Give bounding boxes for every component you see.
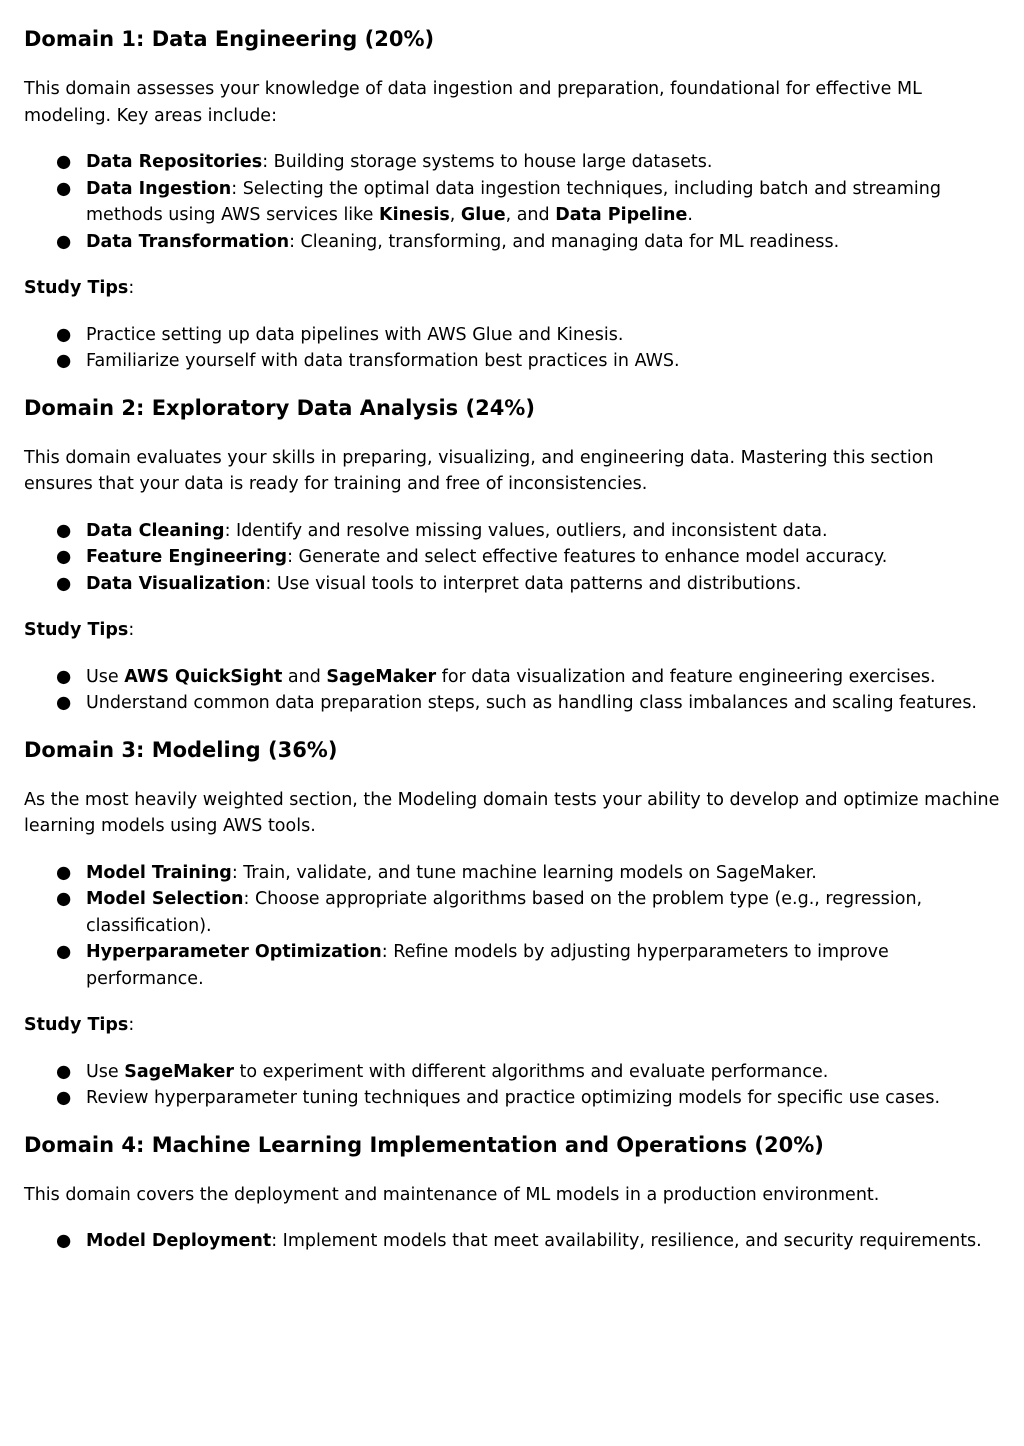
item-separator: , <box>449 205 461 225</box>
key-areas-list <box>24 860 1000 993</box>
section-domain-2 <box>24 395 1000 717</box>
tip-text: Use <box>86 1061 125 1082</box>
tip-service-sagemaker: SageMaker <box>326 666 437 687</box>
bullet-icon: ● <box>56 547 72 567</box>
tip-text: Review hyperparameter tuning techniques and practice optimizing models for specific use cases. <box>86 1088 941 1108</box>
bullet-icon: ● <box>56 231 72 252</box>
bullet-icon: ● <box>56 152 72 172</box>
list-item <box>56 939 1000 992</box>
list-item <box>56 664 1000 691</box>
tip-text: Familiarize yourself with data transformation best practices in AWS. <box>86 351 680 371</box>
section-heading: Domain 2: Exploratory Data Analysis (24%) <box>24 395 535 420</box>
tip-text: Understand common data preparation steps, such as handling class imbalances and scaling features. <box>86 693 977 713</box>
key-areas-list <box>24 149 1000 255</box>
bullet-icon: ● <box>56 178 72 199</box>
tip-text: for data visualization and feature engineering exercises. <box>436 666 936 687</box>
item-term: Data Transformation <box>86 231 290 252</box>
section-domain-3 <box>24 737 1000 1112</box>
section-heading: Domain 3: Modeling (36%) <box>24 737 338 762</box>
study-tips-label <box>24 1012 1000 1039</box>
item-term: Model Deployment <box>86 1231 272 1251</box>
study-tips-list <box>24 322 1000 375</box>
item-text: : Use visual tools to interpret data patterns and distributions. <box>265 573 802 594</box>
tip-text: to experiment with different algorithms and evaluate performance. <box>233 1061 829 1082</box>
tip-text: and <box>282 666 327 687</box>
list-item <box>56 229 1000 256</box>
list-item <box>56 518 1000 545</box>
list-item <box>56 544 1000 571</box>
key-areas-list <box>24 1228 1000 1255</box>
bullet-icon: ● <box>56 666 72 687</box>
item-text: : Generate and select effective features to enhance model accuracy. <box>287 547 888 567</box>
item-term: Data Visualization <box>86 573 266 594</box>
bullet-icon: ● <box>56 324 72 345</box>
tip-text: Practice setting up data pipelines with AWS Glue and Kinesis. <box>86 324 624 345</box>
bullet-icon: ● <box>56 520 72 541</box>
item-service-kinesis: Kinesis <box>379 205 450 225</box>
item-term: Data Ingestion <box>86 178 232 199</box>
bullet-icon: ● <box>56 573 72 594</box>
section-intro: This domain assesses your knowledge of data ingestion and preparation, foundational for effective ML modeling. Key areas include: <box>24 79 922 126</box>
bullet-icon: ● <box>56 693 72 713</box>
list-item <box>56 322 1000 349</box>
list-item <box>56 1059 1000 1086</box>
study-tips-label <box>24 617 1000 644</box>
list-item <box>56 1085 1000 1112</box>
section-heading: Domain 4: Machine Learning Implementation and Operations (20%) <box>24 1132 824 1157</box>
tip-service-sagemaker: SageMaker <box>124 1061 234 1082</box>
list-item <box>56 348 1000 375</box>
section-intro: This domain covers the deployment and maintenance of ML models in a production environment. <box>24 1184 880 1205</box>
item-service-glue: Glue <box>460 205 506 225</box>
item-text: : Implement models that meet availability, resilience, and security requirements. <box>271 1231 982 1251</box>
item-service-data-pipeline: Data Pipeline <box>555 205 688 225</box>
study-tips-title: Study Tips <box>24 1015 129 1035</box>
bullet-icon: ● <box>56 1088 72 1108</box>
tip-text: Use <box>86 666 125 687</box>
item-text: : Building storage systems to house large datasets. <box>262 152 713 172</box>
item-term: Data Cleaning <box>86 520 225 541</box>
item-text: : Refine models by adjusting hyperparameters to improve performance. <box>86 942 889 989</box>
item-term: Data Repositories <box>86 152 263 172</box>
study-tips-colon: : <box>128 620 135 640</box>
item-text: : Cleaning, transforming, and managing data for ML readiness. <box>289 231 840 252</box>
study-tips-title: Study Tips <box>24 278 129 298</box>
item-text: : Identify and resolve missing values, outliers, and inconsistent data. <box>224 520 828 541</box>
item-end: . <box>687 205 693 225</box>
list-item <box>56 176 1000 229</box>
list-item <box>56 571 1000 598</box>
item-text: : Train, validate, and tune machine learning models on SageMaker. <box>231 862 817 883</box>
item-separator: , and <box>505 205 556 225</box>
section-heading: Domain 1: Data Engineering (20%) <box>24 27 435 51</box>
bullet-icon: ● <box>56 1231 72 1251</box>
study-tips-label <box>24 275 1000 302</box>
tip-service-quicksight: AWS QuickSight <box>124 666 283 687</box>
study-tips-list <box>24 664 1000 717</box>
bullet-icon: ● <box>56 942 72 962</box>
study-tips-list <box>24 1059 1000 1112</box>
item-term: Model Training <box>86 862 232 883</box>
section-domain-4 <box>24 1132 1000 1255</box>
section-intro: As the most heavily weighted section, the Modeling domain tests your ability to develop and optimize machine learning models using AWS tools. <box>24 789 1000 836</box>
study-tips-colon: : <box>128 278 135 298</box>
item-text: : Choose appropriate algorithms based on the problem type (e.g., regression, classification). <box>86 889 923 936</box>
study-tips-colon: : <box>128 1015 135 1035</box>
list-item <box>56 690 1000 717</box>
section-intro: This domain evaluates your skills in preparing, visualizing, and engineering data. Mastering this section ensures that your data is ready for training and free of inconsistencies. <box>24 447 934 494</box>
bullet-icon: ● <box>56 351 72 371</box>
section-domain-1 <box>24 26 1000 375</box>
item-term: Model Selection <box>86 889 244 909</box>
bullet-icon: ● <box>56 862 72 883</box>
list-item <box>56 1228 1000 1255</box>
key-areas-list <box>24 518 1000 598</box>
item-text: : Selecting the optimal data ingestion techniques, including batch and streaming methods using AWS services like <box>86 178 941 225</box>
bullet-icon: ● <box>56 1061 72 1082</box>
list-item <box>56 149 1000 176</box>
item-term: Hyperparameter Optimization <box>86 942 382 962</box>
item-term: Feature Engineering <box>86 547 288 567</box>
list-item <box>56 886 1000 939</box>
study-tips-title: Study Tips <box>24 620 129 640</box>
list-item <box>56 860 1000 887</box>
bullet-icon: ● <box>56 889 72 909</box>
